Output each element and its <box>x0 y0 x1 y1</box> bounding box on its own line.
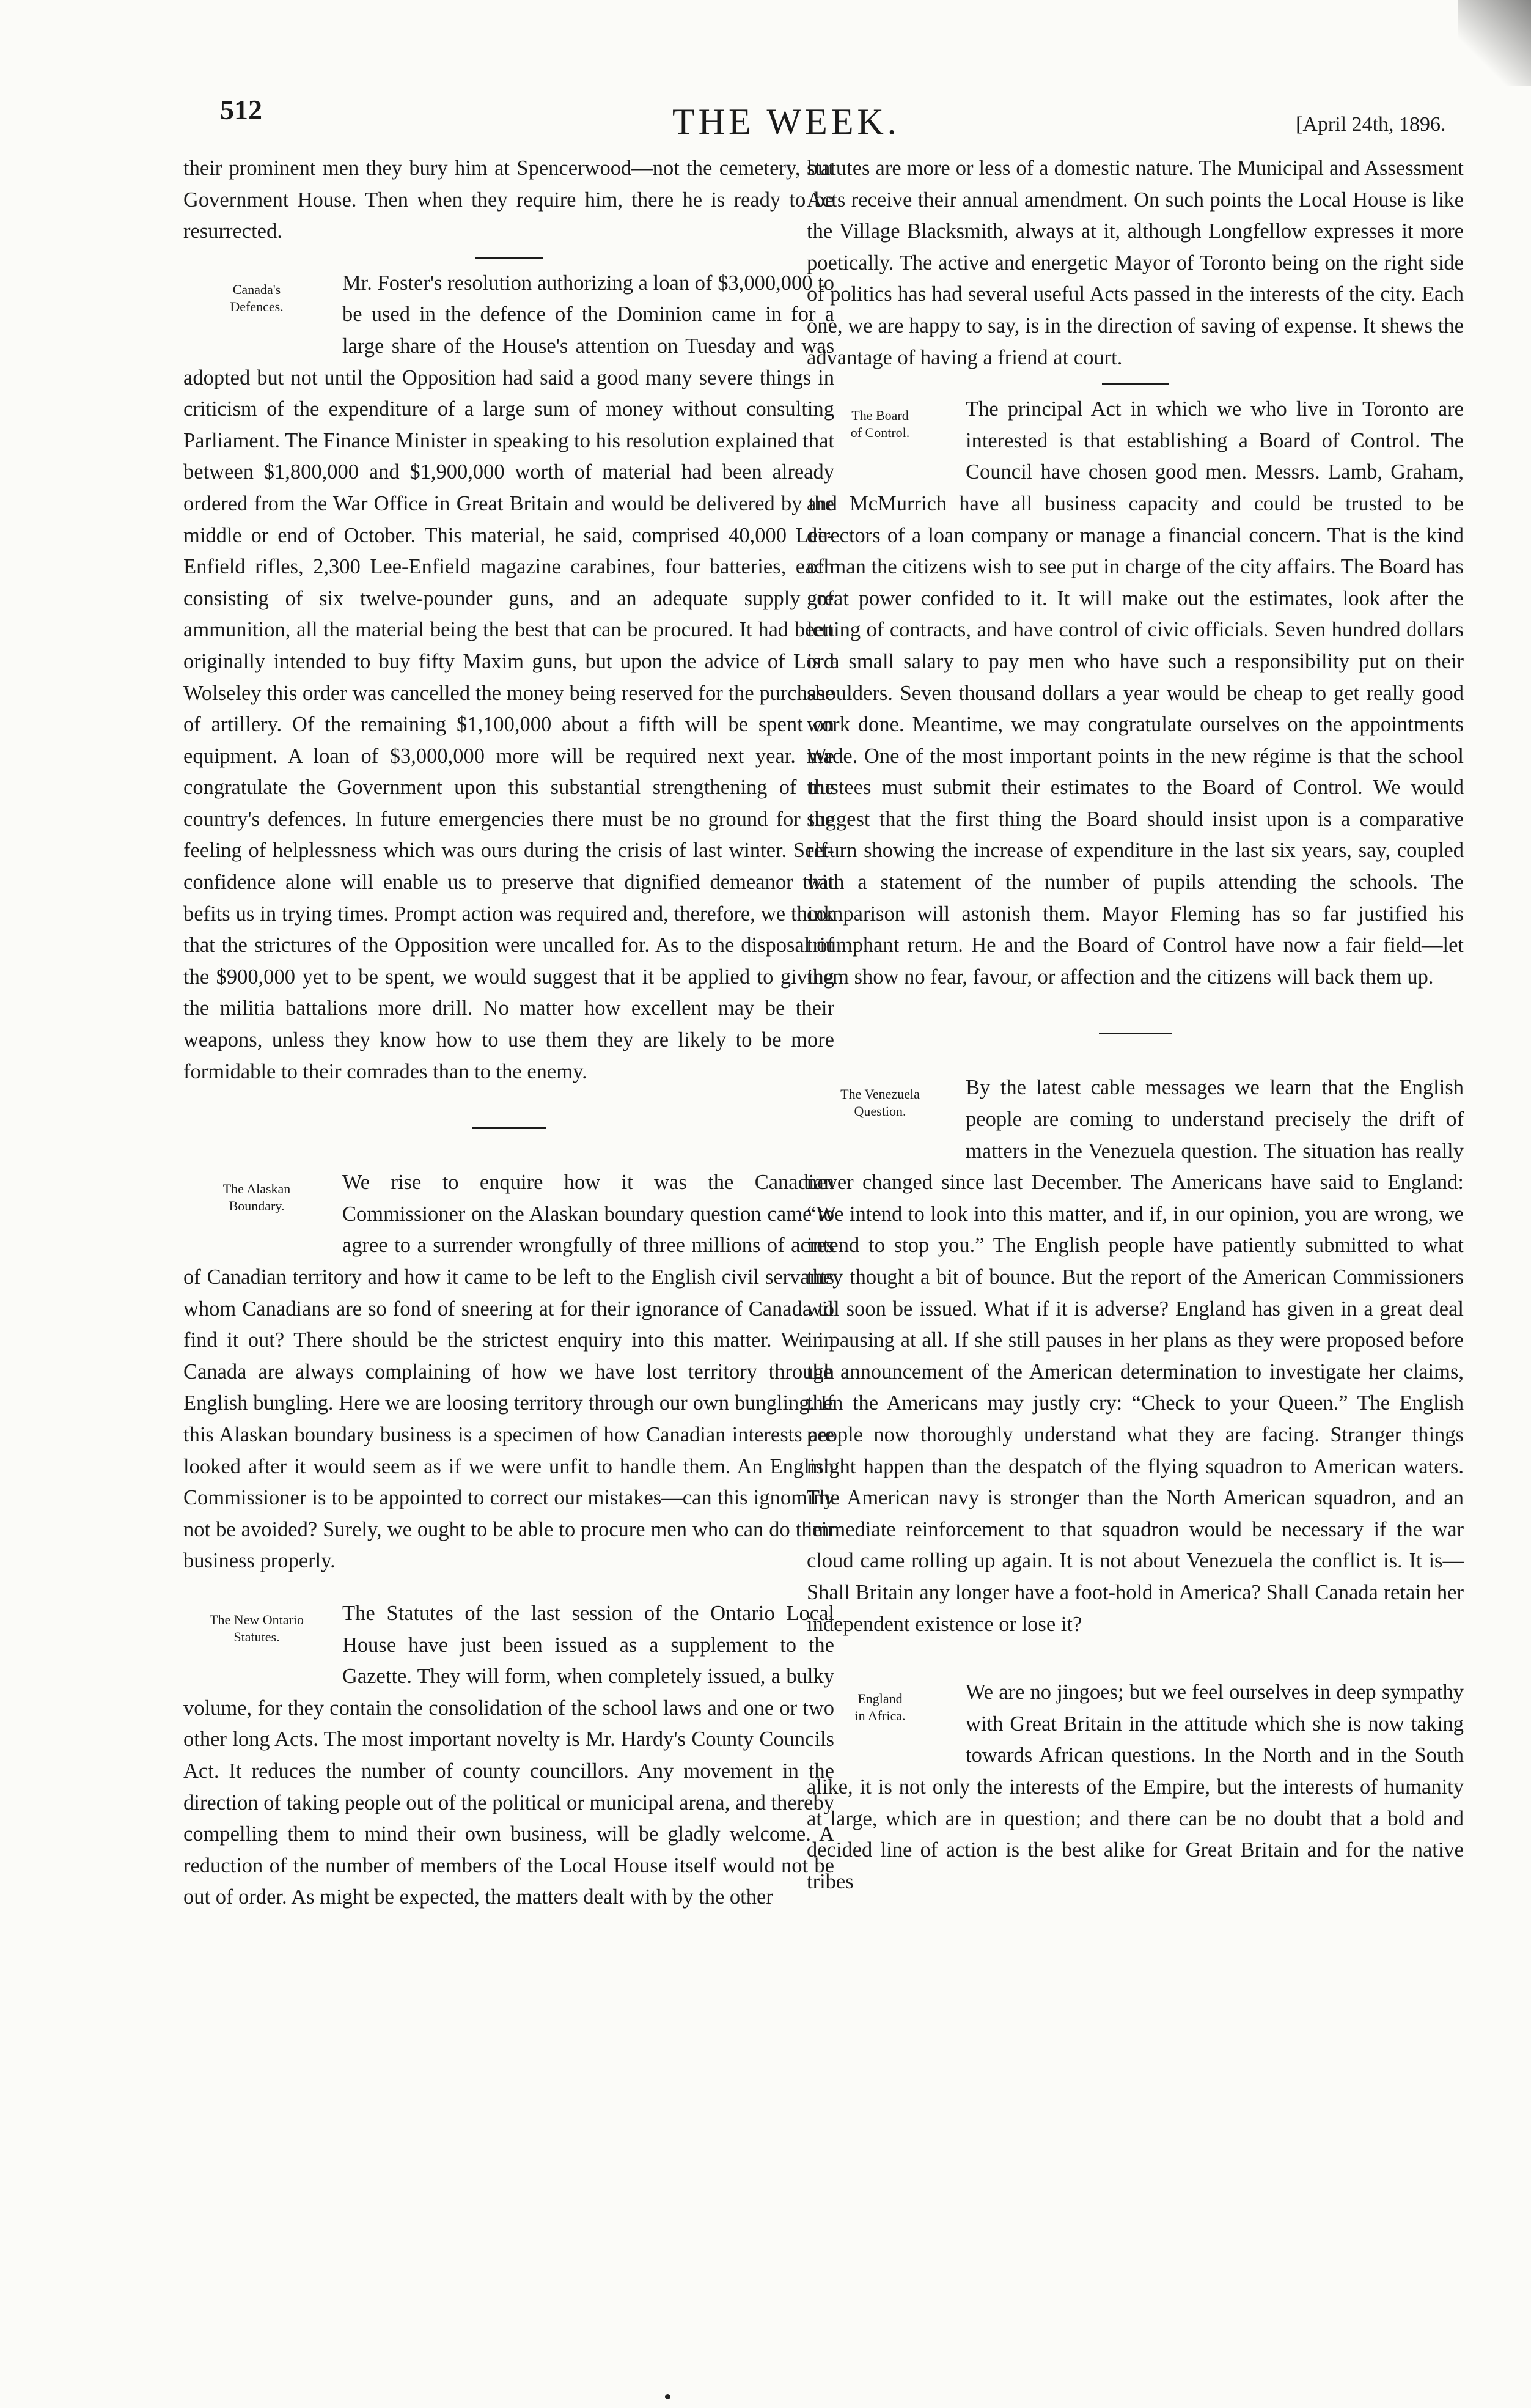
article-board-of-control <box>807 394 1464 993</box>
article-canadas-defences <box>183 268 834 1088</box>
left-column <box>183 153 834 1913</box>
page-header <box>0 89 1531 150</box>
sidenote-england-in-africa: England in Africa. <box>854 1691 906 1724</box>
footer-dot <box>665 2394 670 2399</box>
continued-paragraph: statutes are more or less of a domestic nature. The Municipal and Assessment Acts receive their annual amendment. On such points the Local House is like the Village Blacksmith, always at it, although Longfellow expresses it more poetically. The active and energetic Mayor of Toronto being on the right side of politics has had several useful Acts passed in the interests of the city. Each one, we are happy to say, is in the direction of saving of expense. It shews the advantage of having a friend at court. <box>807 156 1464 369</box>
article-body: The principal Act in which we who live in Toronto are interested is that establishing a Board of Control. The Council have chosen good men. Messrs. Lamb, Graham, and McMurrich have all business capacity and could be trusted to be directors of a loan company or manage a financial concern. That is the kind of man the citizens wish to see put in charge of the city affairs. The Board has great power confided to it. It will make out the estimates, look after the letting of contracts, and have control of civic officials. Seven hundred dollars is a small salary to pay men who have such a responsibility put on their shoulders. Seven thousand dollars a year would be cheap to get really good work done. Meantime, we may congratulate ourselves on the appointments made. One of the most important points in the new régime is that the school trustees must submit their estimates to the Board of Control. We would suggest that the first thing the Board should insist upon is a comparative return showing the increase of expenditure in the last six years, say, coupled with a statement of the number of pupils attending the schools. The comparison will astonish them. Mayor Fleming has so far justified his triumphant return. He and the Board of Control have now a fair field—let them show no fear, favour, or affection and the citizens will back them up. <box>807 397 1464 989</box>
page-corner-smudge <box>1458 0 1531 86</box>
article-body: We rise to enquire how it was the Canadian Commissioner on the Alaskan boundary question came to agree to a surrender wrongfully of three millions of acres of Canadian territory and how it came to be left to the English civil servants whom Canadians are so fond of sneering at for their ignorance of Canada to find it out? There should be the strictest enquiry into this matter. We in Canada are always complaining of how we have lost territory through English bungling. Here we are loosing territory through our own bungling. If this Alaskan boundary business is a specimen of how Canadian interests are looked after it would seem as if we were unfit to handle them. An English Commissioner is to be appointed to correct our mistakes—can this ignominy not be avoided? Surely, we ought to be able to procure men who can do their business properly. <box>183 1171 834 1573</box>
article-venezuela-question <box>807 1072 1464 1640</box>
sidenote-ontario-statutes: The New Ontario Statutes. <box>210 1611 304 1644</box>
section-divider <box>1099 1033 1172 1034</box>
page-number: 512 <box>220 94 262 125</box>
section-divider <box>1102 383 1169 385</box>
section-gap <box>183 1577 834 1598</box>
article-body: We are no jingoes; but we feel ourselves in deep sympathy with Great Britain in the attitude which she is now taking towards African questions. In the North and in the South alike, it is not only the interests of the Empire, but the interests of humanity at large, which are in question; and there can be no doubt that a bold and decided line of action is the best alike for Great Britain and for the native tribes <box>807 1681 1464 1893</box>
sidenote-canadas-defences: Canada's Defences. <box>230 281 284 314</box>
article-alaskan-boundary <box>183 1167 834 1577</box>
section-gap <box>807 1640 1464 1677</box>
section-divider <box>475 257 543 259</box>
sidenote-alaskan-boundary: The Alaskan Boundary. <box>222 1181 291 1214</box>
article-england-in-africa <box>807 1677 1464 1898</box>
article-body: The Statutes of the last session of the Ontario Local House have just been issued as a supplement to the Gazette. They will form, when completely issued, a bulky volume, for they contain the consolidation of the school laws and one or two other long Acts. The most important novelty is Mr. Hardy's County Councils Act. It reduces the number of county councillors. Any movement in the direction of taking people out of the political or municipal arena, and thereby compelling them to mind their own business, will be gladly welcome. A reduction of the number of members of the Local House itself would not be out of order. As might be expected, the matters dealt with by the other <box>183 1601 834 1909</box>
continued-paragraph: their prominent men they bury him at Spencerwood—not the cemetery, but Government House. Then when they require him, there he is ready to be resurrected. <box>183 156 834 243</box>
issue-date: [April 24th, 1896. <box>1296 113 1446 136</box>
journal-title: THE WEEK. <box>672 101 900 142</box>
article-body: Mr. Foster's resolution authorizing a loan of $3,000,000 to be used in the defence of the Dominion came in for a large share of the House's attention on Tuesday and was adopted but not until the Opposition had said a good many severe things in criticism of the expenditure of a large sum of money without consulting Parliament. The Finance Minister in speaking to his resolution explained that between $1,800,000 and $1,900,000 worth of material had been already ordered from the War Office in Great Britain and would be delivered by the middle or end of October. This material, he said, comprised 40,000 Lee-Enfield rifles, 2,300 Lee-Enfield magazine carabines, four batteries, each consisting of six twelve-pounder guns, and an adequate supply of ammunition, all the material being the best that can be procured. It had been originally intended to buy fifty Maxim guns, but upon the advice of Lord Wolseley this order was cancelled the money being reserved for the purchase of artillery. Of the remaining $1,100,000 about a fifth will be spent on equipment. A loan of $3,000,000 more will be required next year. We congratulate the Government upon this substantial strengthening of the country's defences. In future emergencies there must be no ground for the feeling of helplessness which was ours during the crisis of last winter. Self-confidence alone will enable us to preserve that dignified demeanor that befits us in trying times. Prompt action was required and, therefore, we think that the strictures of the Opposition were uncalled for. As to the disposal of the $900,000 yet to be spent, we would suggest that it be applied to giving the militia battalions more drill. No matter how excellent may be their weapons, unless they know how to use them they are likely to be more formidable to their comrades than to the enemy. <box>183 271 834 1083</box>
sidenote-venezuela-question: The Venezuela Question. <box>840 1086 920 1119</box>
article-ontario-statutes <box>183 1598 834 1913</box>
article-body: By the latest cable messages we learn that the English people are coming to understand precisely the drift of matters in the Venezuela question. The situation has really never changed since last December. The Americans have said to England: “We intend to look into this matter, and if, in our opinion, you are wrong, we intend to stop you.” The English people have patiently submitted to what they thought a bit of bounce. But the report of the American Commissioners will soon be issued. What if it is adverse? England has given in a great deal in pausing at all. If she still pauses in her plans as they were proposed before the announcement of the American determination to investigate her claims, then the Americans may justly cry: “Check to your Queen.” The English people now thoroughly understand what they are facing. Stranger things might happen than the despatch of the flying squadron to American waters. The American navy is stronger than the North American squadron, and an immediate reinforcement to that squadron would be necessary if the war cloud came rolling up again. It is not about Venezuela the conflict is. It is—Shall Britain any longer have a foot-hold in America? Shall Canada retain her independent existence or lose it? <box>807 1076 1464 1636</box>
sidenote-board-of-control: The Board of Control. <box>850 408 910 441</box>
section-divider <box>472 1127 546 1129</box>
right-column <box>807 153 1464 1898</box>
